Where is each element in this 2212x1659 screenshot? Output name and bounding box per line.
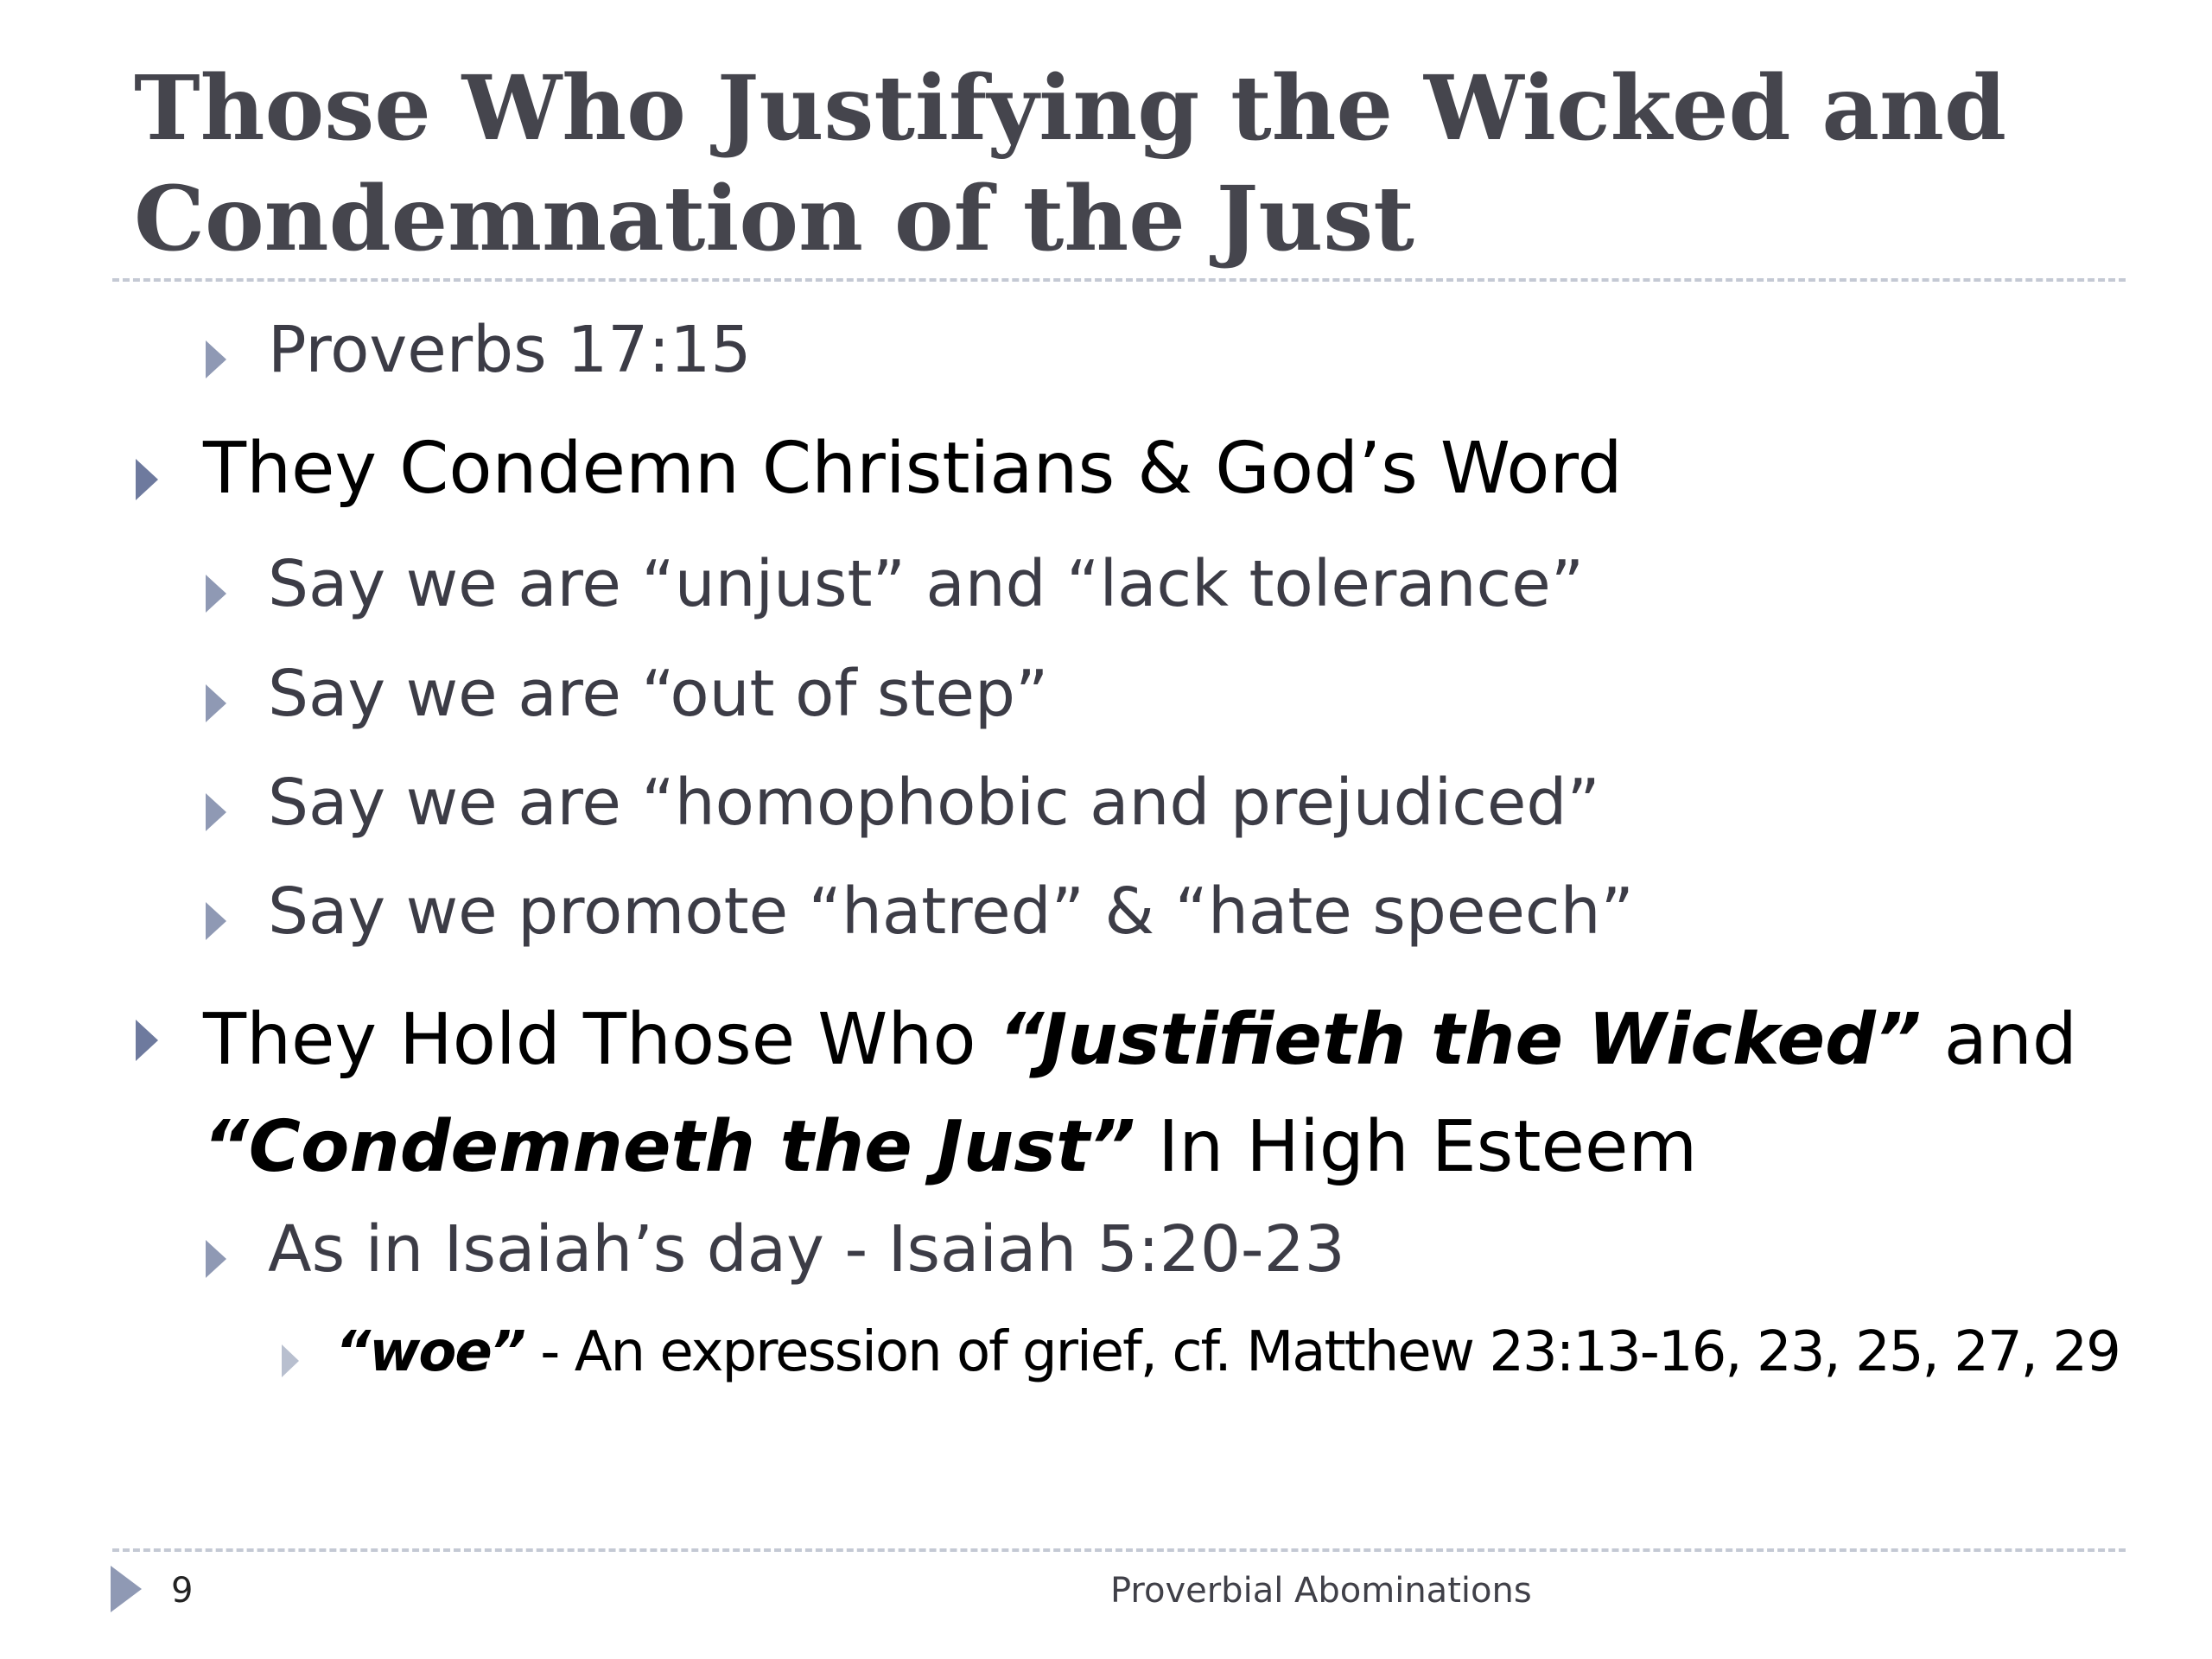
bullet-text-c: and <box>1921 999 2077 1081</box>
bullet-text: Say we are “out of step” <box>268 657 1049 731</box>
bullet-out-of-step <box>268 657 1048 731</box>
bullet-arrow-icon <box>206 793 226 831</box>
bullet-text: They Condemn Christians & God’s Word <box>203 428 1623 510</box>
bullet-text-emphasis-2: “Condemneth the Just” <box>203 1106 1136 1188</box>
bullet-text: Say we are “homophobic and prejudiced” <box>268 766 1600 840</box>
bullet-arrow-icon <box>206 340 226 378</box>
bullet-high-esteem <box>203 987 2077 1201</box>
bullet-hatred <box>268 874 1634 949</box>
bullet-text: - An expression of grief, cf. Matthew 23:13-16, 23, 25, 27, 29 <box>524 1320 2120 1384</box>
bullet-arrow-icon <box>206 1240 226 1278</box>
title-divider <box>112 278 2126 282</box>
bullet-arrow-icon <box>282 1344 299 1377</box>
bullet-arrow-icon <box>206 684 226 722</box>
bullet-text-emphasis: “woe” <box>335 1320 524 1384</box>
bullet-unjust <box>268 547 1584 621</box>
bullet-arrow-icon <box>136 1020 158 1061</box>
bullet-arrow-icon <box>206 902 226 940</box>
bullet-text-e: In High Esteem <box>1135 1106 1698 1188</box>
bullet-text: Proverbs 17:15 <box>268 313 752 387</box>
bullet-text: Say we are “unjust” and “lack tolerance” <box>268 547 1585 621</box>
bullet-arrow-icon <box>136 459 158 500</box>
bullet-isaiah <box>268 1212 1345 1287</box>
bullet-proverbs-reference <box>268 313 751 387</box>
slide-title-line-2: Condemnation of the Just <box>134 167 1414 271</box>
slide-title <box>134 54 2121 275</box>
slide-number: 9 <box>171 1571 194 1611</box>
bullet-condemn-christians <box>203 428 1623 510</box>
bullet-text: Say we promote “hatred” & “hate speech” <box>268 874 1634 949</box>
bullet-text-a: They Hold Those Who <box>203 999 999 1081</box>
bullet-text-emphasis: “Justifieth the Wicked” <box>998 999 1922 1081</box>
presentation-title: Proverbial Abominations <box>1110 1571 1532 1611</box>
bullet-homophobic <box>268 766 1600 840</box>
footer-arrow-icon <box>111 1566 142 1612</box>
bullet-woe <box>335 1320 2120 1384</box>
slide-title-line-1: Those Who Justifying the Wicked and <box>134 56 2007 161</box>
bullet-text: As in Isaiah’s day - Isaiah 5:20-23 <box>268 1212 1345 1287</box>
footer-divider <box>112 1548 2126 1552</box>
bullet-arrow-icon <box>206 575 226 613</box>
